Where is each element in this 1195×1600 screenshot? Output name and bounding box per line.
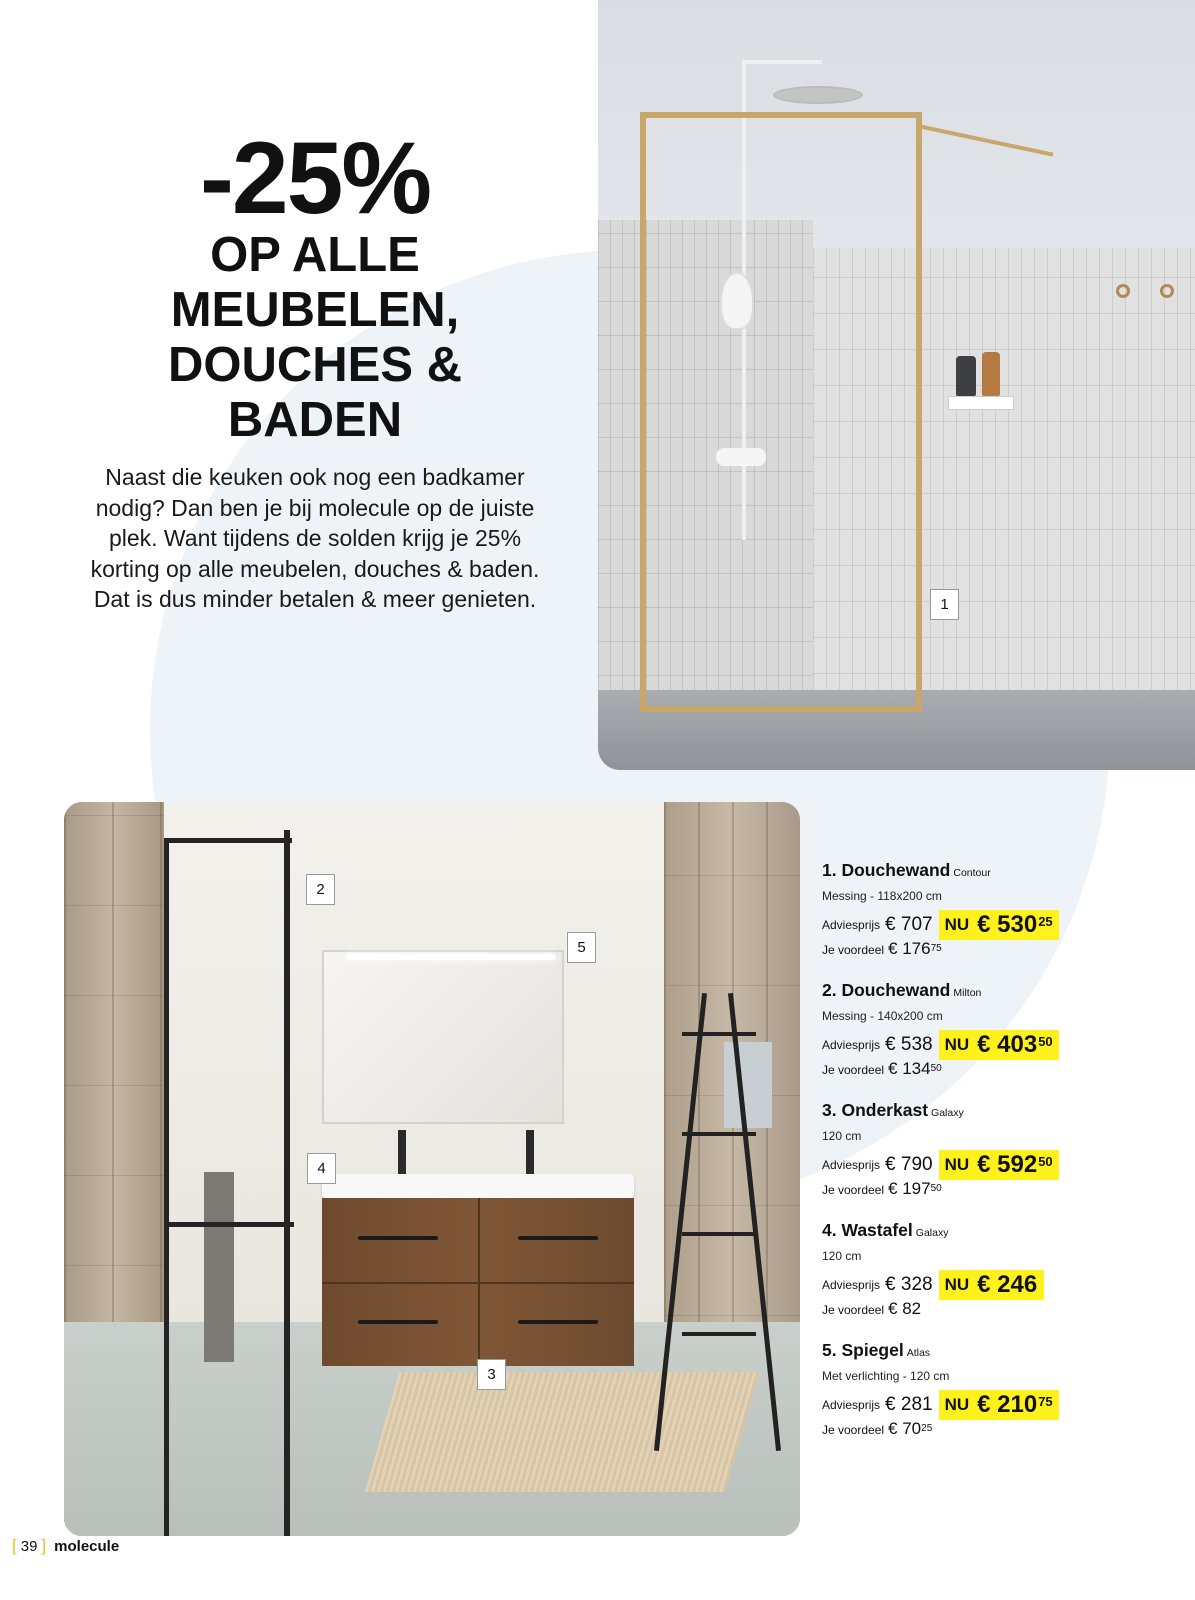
sale-price-badge [939, 1390, 1059, 1420]
savings-cents: 50 [930, 1183, 942, 1194]
sale-price: € 210 [977, 1391, 1038, 1418]
price-row [822, 1031, 1192, 1059]
nu-label: NU [944, 1395, 970, 1414]
intro-line: plek. Want tijdens de solden krijg je 25% [108, 525, 522, 551]
sale-price-badge [939, 1270, 1045, 1300]
intro-line: Dat is dus minder betalen & meer genieten. [93, 586, 537, 612]
product-model: Milton [953, 987, 982, 999]
product-spec: 120 cm [822, 1249, 862, 1263]
page-number: 39 [20, 1537, 38, 1555]
advies-label: Adviesprijs [822, 1278, 881, 1292]
product-name: 1. Douchewand [822, 860, 951, 880]
drawer-handle [518, 1320, 598, 1324]
intro-paragraph [40, 462, 590, 615]
marker-3: 3 [477, 1359, 506, 1390]
ladder-rung [682, 1032, 756, 1036]
bottle [956, 356, 976, 396]
savings-value: € 176 [888, 939, 931, 958]
faucet [526, 1130, 534, 1174]
product-spec: Met verlichting - 120 cm [822, 1369, 950, 1383]
product-list [822, 858, 1192, 1458]
bottle [982, 352, 1000, 396]
product-name: 2. Douchewand [822, 980, 951, 1000]
intro-line: Naast die keuken ook nog een badkamer [105, 464, 525, 490]
marker-1: 1 [930, 589, 959, 620]
nu-label: NU [944, 1035, 970, 1054]
advies-price: € 538 [885, 1034, 933, 1055]
advies-label: Adviesprijs [822, 1158, 881, 1172]
product-item [822, 858, 1192, 978]
sale-price: € 403 [977, 1031, 1038, 1058]
drawer-handle [358, 1320, 438, 1324]
drawer-handle [358, 1236, 438, 1240]
product-model: Galaxy [931, 1107, 964, 1119]
voordeel-label: Je voordeel [822, 943, 885, 957]
headline-line: OP ALLE [210, 228, 420, 282]
advies-price: € 328 [885, 1274, 933, 1295]
advies-price: € 707 [885, 914, 933, 935]
advies-price: € 790 [885, 1154, 933, 1175]
savings-row [822, 1419, 1192, 1440]
product-item [822, 978, 1192, 1098]
marker-2: 2 [306, 874, 335, 905]
ladder-rung [682, 1232, 756, 1236]
cabinet-divider [322, 1282, 634, 1284]
ladder-rung [682, 1132, 756, 1136]
intro-line: korting op alle meubelen, douches & baden. [90, 555, 540, 582]
mirror-light [346, 954, 556, 960]
product-item [822, 1218, 1192, 1338]
shower-arm [742, 60, 822, 64]
headline-line: MEUBELEN, [170, 283, 460, 337]
wall-hook [1116, 284, 1130, 298]
marker-5: 5 [567, 932, 596, 963]
savings-cents: 75 [930, 943, 942, 954]
savings-value: € 134 [888, 1059, 931, 1078]
savings-cents: 25 [921, 1423, 933, 1434]
double-basin [322, 1174, 634, 1198]
price-row [822, 1151, 1192, 1179]
product-title [822, 978, 1192, 1005]
sale-price-badge [939, 1030, 1059, 1060]
headline [40, 121, 590, 448]
savings-row [822, 1299, 1192, 1320]
towel [724, 1042, 772, 1128]
advies-price: € 281 [885, 1394, 933, 1415]
sale-price: € 592 [977, 1151, 1038, 1178]
nu-label: NU [944, 915, 970, 934]
advies-label: Adviesprijs [822, 918, 881, 932]
bathroom-photo [64, 802, 800, 1536]
footer-bracket-close: ] [41, 1536, 47, 1555]
voordeel-label: Je voordeel [822, 1183, 885, 1197]
headline-line: DOUCHES & [167, 338, 463, 392]
footer-bracket-open: [ [12, 1536, 17, 1555]
advies-label: Adviesprijs [822, 1398, 881, 1412]
price-row [822, 1391, 1192, 1419]
vanity-cabinet [322, 1198, 634, 1366]
gold-shower-screen [640, 112, 922, 712]
voordeel-label: Je voordeel [822, 1303, 885, 1317]
black-shower-screen [164, 838, 292, 1536]
headline-line: BADEN [227, 393, 403, 447]
savings-row [822, 939, 1192, 960]
sale-price-cents: 50 [1038, 1154, 1053, 1169]
product-spec: 120 cm [822, 1129, 862, 1143]
rain-shower-head [773, 86, 863, 104]
product-spec: Messing - 118x200 cm [822, 889, 942, 903]
sale-price-cents: 25 [1038, 914, 1053, 929]
savings-value: € 70 [888, 1419, 922, 1438]
nu-label: NU [944, 1155, 970, 1174]
product-name: 3. Onderkast [822, 1100, 929, 1120]
voordeel-label: Je voordeel [822, 1423, 885, 1437]
price-row [822, 1271, 1192, 1299]
sale-price-badge [939, 1150, 1059, 1180]
product-name: 5. Spiegel [822, 1340, 904, 1360]
drawer-handle [518, 1236, 598, 1240]
wall-shelf [948, 396, 1014, 410]
product-model: Galaxy [915, 1227, 949, 1239]
product-title [822, 1338, 1192, 1365]
product-spec: Messing - 140x200 cm [822, 1009, 943, 1023]
savings-cents: 50 [930, 1063, 942, 1074]
product-model: Atlas [906, 1347, 931, 1359]
intro-line: nodig? Dan ben je bij molecule op de juiste [95, 494, 535, 521]
shower-photo [598, 0, 1195, 770]
black-shower-screen-post [284, 830, 290, 1536]
voordeel-label: Je voordeel [822, 1063, 885, 1077]
savings-row [822, 1059, 1192, 1080]
brand-name: molecule [54, 1537, 120, 1555]
mirror [322, 950, 564, 1124]
savings-row [822, 1179, 1192, 1200]
marker-4: 4 [307, 1153, 336, 1184]
product-title [822, 858, 1192, 885]
product-model: Contour [953, 867, 991, 879]
faucet [398, 1130, 406, 1174]
product-item [822, 1098, 1192, 1218]
ladder-rung [682, 1332, 756, 1336]
product-title [822, 1098, 1192, 1125]
page-footer [12, 1536, 119, 1556]
towel-bar [164, 1222, 294, 1227]
sale-price-cents: 75 [1038, 1394, 1053, 1409]
sale-price-badge [939, 910, 1059, 940]
nu-label: NU [944, 1275, 970, 1294]
savings-value: € 82 [888, 1299, 922, 1318]
savings-value: € 197 [888, 1179, 931, 1198]
wall-hook [1160, 284, 1174, 298]
bath-rug [365, 1372, 759, 1492]
product-title [822, 1218, 1192, 1245]
price-row [822, 911, 1192, 939]
sale-price-cents: 50 [1038, 1034, 1053, 1049]
sale-price: € 246 [977, 1271, 1038, 1298]
advies-label: Adviesprijs [822, 1038, 881, 1052]
product-item [822, 1338, 1192, 1458]
discount-percentage: -25% [199, 121, 431, 235]
product-name: 4. Wastafel [822, 1220, 913, 1240]
sale-price: € 530 [977, 911, 1038, 938]
